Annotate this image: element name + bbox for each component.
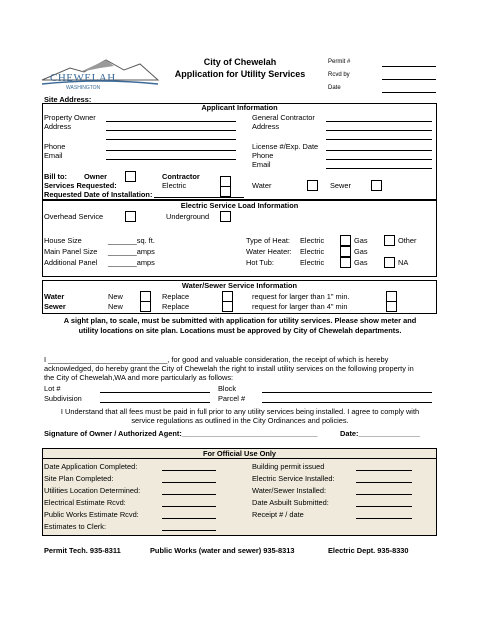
agreement-line-2: acknowledged, do hereby grant the City of Chewelah the right to install utility services on the following property in <box>44 364 414 373</box>
official-left-field[interactable] <box>162 494 216 495</box>
signature-date-label[interactable]: Date:_______________ <box>340 429 421 438</box>
requested-date-label: Requested Date of Installation: <box>44 190 153 199</box>
official-left-field[interactable] <box>162 482 216 483</box>
date-label: Date <box>328 85 341 91</box>
logo-subtext: WASHINGTON <box>66 85 101 91</box>
block-field[interactable] <box>262 392 432 393</box>
sewer-request-label: request for larger than 4" min <box>252 302 348 311</box>
parcel-label: Parcel # <box>218 394 246 403</box>
sewer-label: Sewer <box>44 302 66 311</box>
city-logo <box>40 54 160 94</box>
lot-label: Lot # <box>44 384 61 393</box>
address-field-2[interactable] <box>106 139 236 140</box>
official-right-field[interactable] <box>356 518 412 519</box>
email-label: Email <box>44 151 63 160</box>
additional-panel-label: Additional Panel <box>44 258 98 267</box>
wh-gas-label: Gas <box>354 247 368 256</box>
contractor-field[interactable] <box>326 121 432 122</box>
official-right-label: Date Asbuilt Submitted: <box>252 498 329 507</box>
electric-section <box>42 199 437 277</box>
public-works-contact: Public Works (water and sewer) 935-8313 <box>150 546 295 555</box>
license-field[interactable] <box>326 150 432 151</box>
official-right-label: Water/Sewer Installed: <box>252 486 327 495</box>
property-owner-label: Property Owner <box>44 113 96 122</box>
site-plan-notice-2: utility locations on site plan. Locations must be approved by City of Chewelah departments. <box>78 326 402 335</box>
official-left-field[interactable] <box>162 518 216 519</box>
official-right-label: Building permit issued <box>252 462 325 471</box>
subdivision-label: Subdivision <box>44 394 82 403</box>
house-size-label: House Size <box>44 236 82 245</box>
site-plan-notice-1: A sight plan, to scale, must be submitted with application for utility services. Please show meter and <box>63 316 417 325</box>
house-size-field[interactable]: _______sq. ft. <box>108 236 155 245</box>
permit-label: Permit # <box>328 59 351 65</box>
tub-gas-label: Gas <box>354 258 368 267</box>
bill-to-label: Bill to: <box>44 172 67 181</box>
rcvd-field[interactable] <box>382 79 436 80</box>
heat-gas-label: Gas <box>354 236 368 245</box>
signature-label[interactable]: Signature of Owner / Authorized Agent:_________________________________ <box>44 429 318 438</box>
site-address-label: Site Address: <box>44 95 92 104</box>
official-right-field[interactable] <box>356 470 412 471</box>
water-request-label: request for larger than 1" min. <box>252 292 350 301</box>
service-water-checkbox[interactable] <box>307 180 318 191</box>
water-sewer-heading: Water/Sewer Service Information <box>181 281 298 290</box>
address-field-1[interactable] <box>106 130 236 131</box>
electric-heading: Electric Service Load Information <box>180 201 299 210</box>
contractor-email-label: Email <box>252 160 271 169</box>
electric-dept-contact: Electric Dept. 935-8330 <box>328 546 409 555</box>
official-heading-divider <box>42 458 437 459</box>
tub-gas-checkbox[interactable] <box>384 257 395 268</box>
sewer-replace-checkbox[interactable] <box>222 301 233 312</box>
bill-owner-label: Owner <box>84 172 107 181</box>
logo-text: CHEWELAH <box>50 72 116 84</box>
bill-owner-checkbox[interactable] <box>125 171 136 182</box>
parcel-field[interactable] <box>262 402 432 403</box>
block-label: Block <box>218 384 237 393</box>
license-label: License #/Exp. Date <box>252 142 319 151</box>
heat-electric-checkbox[interactable] <box>340 235 351 246</box>
services-requested-label: Services Requested: <box>44 181 117 190</box>
date-field[interactable] <box>382 92 436 93</box>
phone-label: Phone <box>44 142 66 151</box>
sewer-request-checkbox[interactable] <box>386 301 397 312</box>
official-left-field[interactable] <box>162 530 216 531</box>
official-right-field[interactable] <box>356 506 412 507</box>
property-owner-field[interactable] <box>106 121 236 122</box>
heat-other-label: Other <box>398 236 417 245</box>
overhead-checkbox[interactable] <box>125 211 136 222</box>
official-heading: For Official Use Only <box>202 449 277 458</box>
water-replace-label: Replace <box>162 292 190 301</box>
contractor-email-field[interactable] <box>326 168 432 169</box>
fees-line-2: service regulations as outlined in the City Ordinances and policies. <box>131 416 349 425</box>
official-right-label: Receipt # / date <box>252 510 304 519</box>
permit-field[interactable] <box>382 66 436 67</box>
lot-field[interactable] <box>100 392 210 393</box>
official-left-label: Electrical Estimate Rcvd: <box>44 498 126 507</box>
contractor-address-field-1[interactable] <box>326 130 432 131</box>
tub-na-label: NA <box>398 258 409 267</box>
official-right-field[interactable] <box>356 482 412 483</box>
service-water-label: Water <box>252 181 272 190</box>
contractor-address-label: Address <box>252 122 280 131</box>
service-sewer-label: Sewer <box>330 181 351 190</box>
contractor-phone-field[interactable] <box>326 159 432 160</box>
water-label: Water <box>44 292 65 301</box>
official-right-label: Electric Service Installed: <box>252 474 335 483</box>
email-field[interactable] <box>106 159 236 160</box>
official-left-field[interactable] <box>162 470 216 471</box>
official-left-label: Site Plan Completed: <box>44 474 114 483</box>
form-title: Application for Utility Services <box>174 69 306 79</box>
heat-electric-label: Electric <box>300 236 325 245</box>
wh-electric-label: Electric <box>300 247 325 256</box>
overhead-label: Overhead Service <box>44 212 104 221</box>
agreement-line-3: the City of Chewelah,WA and more particularly as follows: <box>44 373 234 382</box>
official-left-label: Public Works Estimate Rcvd: <box>44 510 139 519</box>
sewer-new-label: New <box>108 302 123 311</box>
applicant-heading: Applicant Information <box>201 103 278 112</box>
additional-panel-field[interactable]: _______amps <box>108 258 155 267</box>
agreement-line-1: I _____________________________, for good and valuable consideration, the receipt of which is hereby <box>44 355 389 364</box>
general-contractor-label: General Contractor <box>252 113 315 122</box>
contractor-address-field-2[interactable] <box>326 139 432 140</box>
main-panel-field[interactable]: _______amps <box>108 247 155 256</box>
official-left-field[interactable] <box>162 506 216 507</box>
permit-tech-contact: Permit Tech. 935-8311 <box>44 546 121 555</box>
tub-electric-checkbox[interactable] <box>340 257 351 268</box>
hot-tub-label: Hot Tub: <box>246 258 274 267</box>
underground-checkbox[interactable] <box>220 211 231 222</box>
water-new-label: New <box>108 292 123 301</box>
official-right-field[interactable] <box>356 494 412 495</box>
wh-electric-checkbox[interactable] <box>340 246 351 257</box>
service-electric-label: Electric <box>162 181 187 190</box>
bill-contractor-label: Contractor <box>162 172 200 181</box>
fees-line-1: I Understand that all fees must be paid in full prior to any utility services being installed. I agree to comply with <box>60 407 420 416</box>
heat-gas-checkbox[interactable] <box>384 235 395 246</box>
type-heat-label: Type of Heat: <box>246 236 290 245</box>
main-panel-label: Main Panel Size <box>44 247 98 256</box>
requested-date-field[interactable] <box>154 197 244 198</box>
water-heater-label: Water Heater: <box>246 247 292 256</box>
official-left-label: Estimates to Clerk: <box>44 522 107 531</box>
rcvd-label: Rcvd by <box>328 72 350 78</box>
service-sewer-checkbox[interactable] <box>371 180 382 191</box>
form-title-city: City of Chewelah <box>203 57 277 67</box>
official-left-label: Utilities Location Determined: <box>44 486 141 495</box>
underground-label: Underground <box>166 212 210 221</box>
address-label: Address <box>44 122 72 131</box>
contractor-phone-label: Phone <box>252 151 274 160</box>
sewer-replace-label: Replace <box>162 302 190 311</box>
phone-field[interactable] <box>106 150 236 151</box>
subdivision-field[interactable] <box>100 402 210 403</box>
tub-electric-label: Electric <box>300 258 325 267</box>
official-left-label: Date Application Completed: <box>44 462 138 471</box>
sewer-new-checkbox[interactable] <box>140 301 151 312</box>
service-electric-checkbox[interactable] <box>220 186 231 197</box>
